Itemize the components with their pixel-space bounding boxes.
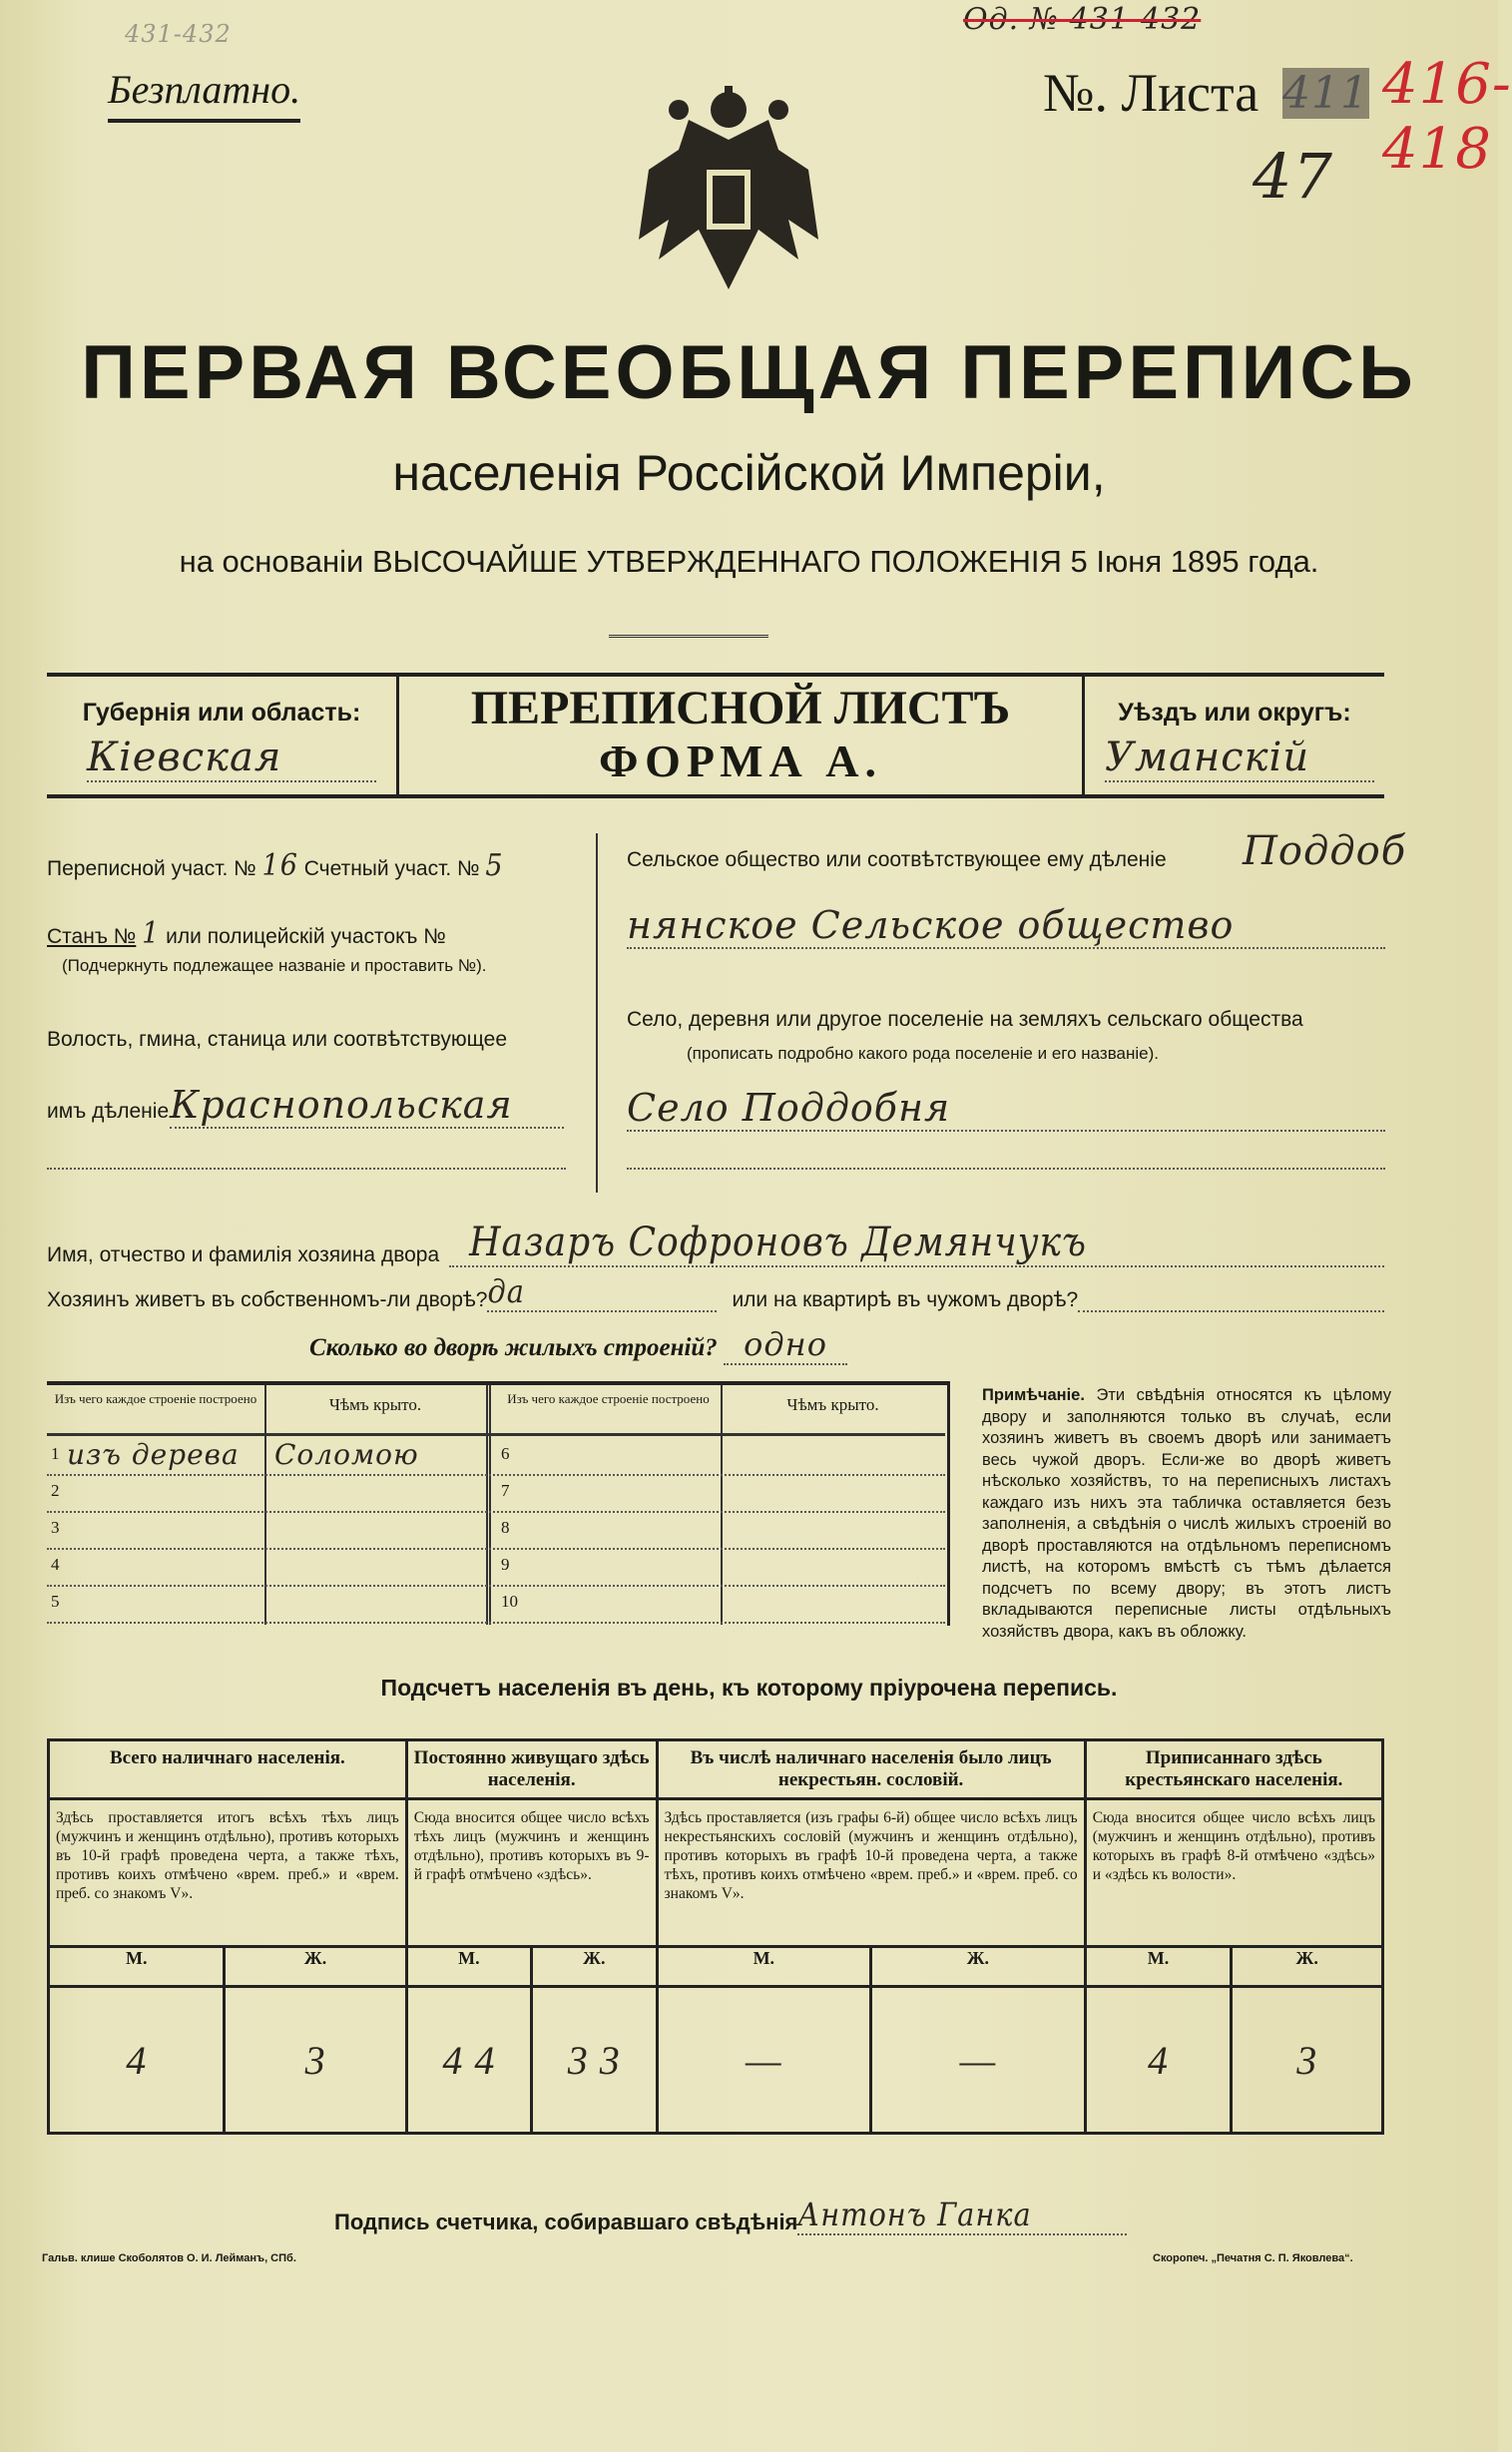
row-number: 5 bbox=[51, 1592, 60, 1611]
uchast-row: Переписной участ. № 16 Счетный участ. № 5 bbox=[47, 848, 504, 883]
count-col-title: Постоянно живущаго здѣсь населенія. bbox=[406, 1740, 657, 1799]
row-number: 6 bbox=[501, 1444, 510, 1463]
buildings-value: одно bbox=[724, 1325, 847, 1365]
row-number: 9 bbox=[501, 1555, 510, 1574]
society-value-1: Поддоб bbox=[1243, 828, 1407, 874]
village-label: Село, деревня или другое поселеніе на земляхъ сельскаго общества bbox=[627, 1008, 1303, 1031]
row-number: 1 bbox=[51, 1444, 60, 1463]
count-heading: Подсчетъ населенія въ день, къ которому пріурочена перепись. bbox=[380, 1675, 1118, 1701]
signature-row bbox=[334, 2196, 1127, 2235]
form-subtitle: ФОРМА А. bbox=[599, 736, 882, 786]
female-header: Ж. bbox=[1232, 1947, 1383, 1987]
old-reference: Од. № 431-432 bbox=[963, 2, 1202, 37]
blank-line bbox=[627, 1168, 1385, 1170]
field-divider bbox=[596, 833, 598, 1193]
female-header: Ж. bbox=[225, 1947, 406, 1987]
row-number: 10 bbox=[501, 1592, 518, 1611]
male-count: 4 bbox=[49, 1987, 225, 2134]
col-built-right: Изъ чего каждое строеніе построено bbox=[507, 1391, 710, 1406]
count-col-desc: Здѣсь проставляется итогъ всѣхъ тѣхъ лицъ (мужчинъ и женщинъ отдѣльно), противъ которыхъ въ 10-й графѣ проведена черта, а также тѣхъ, противъ коихъ отмѣчено «врем. преб.» и «врем. преб. со знакомъ V». bbox=[49, 1799, 407, 1947]
row-number: 8 bbox=[501, 1518, 510, 1537]
note-text: Эти свѣдѣнія относятся къ цѣлому двору и заполняются только въ случаѣ, если хозяинъ живетъ въ своемъ дворѣ или занимаетъ весь чужой дворъ. Если-же во дворѣ живетъ нѣсколько хозяйствъ, то на переписныхъ листахъ каждаго изъ нихъ эта табличка оставляется безъ заполненія, а свѣдѣнія о числѣ жилыхъ строеній во дворѣ проставляются на отдѣльномъ переписномъ листѣ, на которомъ вмѣстѣ съ тѣмъ дѣлается подсчетъ по всему двору; въ этотъ листъ вкладываются переписные листы отдѣльныхъ хозяйствъ двора, какъ въ обложку. bbox=[982, 1386, 1391, 1641]
uchast-value: 16 bbox=[261, 848, 298, 883]
male-header: М. bbox=[657, 1947, 871, 1987]
footer-right: Скоропеч. „Печатня С. П. Яковлева“. bbox=[1153, 2252, 1353, 2264]
sheet-number-red: 416-418 bbox=[1382, 52, 1512, 182]
female-header: Ж. bbox=[871, 1947, 1086, 1987]
female-count: 3 3 bbox=[532, 1987, 657, 2134]
society-value-2: нянское Сельское общество bbox=[627, 903, 1385, 949]
gubernia-label: Губернія или область: bbox=[82, 699, 361, 727]
signature-value: Антонъ Ганка bbox=[797, 2196, 1127, 2235]
blank-line bbox=[47, 1168, 566, 1170]
female-count: 3 bbox=[225, 1987, 406, 2134]
col-built-left: Изъ чего каждое строеніе построено bbox=[54, 1391, 257, 1406]
table-row-divider bbox=[47, 1548, 945, 1550]
table-row-divider bbox=[47, 1585, 945, 1587]
volost-label: Волость, гмина, станица или соотвѣтствующее bbox=[47, 1028, 507, 1051]
pencil-page-numbers: 431-432 bbox=[125, 20, 232, 48]
count-col-title: Приписаннаго здѣсь крестьянскаго населенія. bbox=[1085, 1740, 1382, 1799]
female-count: 3 bbox=[1232, 1987, 1383, 2134]
table-row-divider bbox=[47, 1622, 945, 1624]
form-header-box bbox=[47, 673, 1384, 798]
own-yard-value: да bbox=[487, 1272, 717, 1312]
residence-row: Хозяинъ живетъ въ собственномъ-ли дворѣ? да или на квартирѣ въ чужомъ дворѣ? bbox=[47, 1272, 1384, 1312]
legal-basis: на основаніи ВЫСОЧАЙШЕ УТВЕРЖДЕННАГО ПОЛОЖЕНІЯ 5 Іюня 1895 года. bbox=[179, 544, 1319, 579]
row-number: 2 bbox=[51, 1481, 60, 1500]
table-row-divider bbox=[47, 1474, 945, 1476]
schet-value: 5 bbox=[485, 848, 504, 883]
male-count: — bbox=[657, 1987, 871, 2134]
sheet-number-label: №. Листа bbox=[1043, 63, 1260, 123]
uezd-label: Уѣздъ или округъ: bbox=[1118, 699, 1351, 727]
male-header: М. bbox=[49, 1947, 225, 1987]
male-count: 4 4 bbox=[406, 1987, 531, 2134]
population-count-table bbox=[47, 1738, 1384, 2135]
row-number: 3 bbox=[51, 1518, 60, 1537]
ornament-divider bbox=[609, 635, 768, 638]
page-title: ПЕРВАЯ ВСЕОБЩАЯ ПЕРЕПИСЬ bbox=[81, 330, 1417, 415]
female-count: — bbox=[871, 1987, 1086, 2134]
col-roof-right: Чѣмъ крыто. bbox=[786, 1395, 879, 1414]
col-roof-left: Чѣмъ крыто. bbox=[328, 1395, 422, 1414]
row-number: 7 bbox=[501, 1481, 510, 1500]
sheet-number-struck: 411 bbox=[1282, 68, 1369, 119]
count-col-desc: Здѣсь проставляется (изъ графы 6-й) общее число всѣхъ лицъ некрестьянскихъ сословій (мужчинъ и женщинъ отдѣльно), противъ которыхъ въ графѣ 10-й проведена черта, а также тѣхъ, противъ коихъ отмѣчено «врем. преб.» и «врем. преб. со знакомъ V». bbox=[657, 1799, 1085, 1947]
owner-label: Имя, отчество и фамилія хозяина двора bbox=[47, 1243, 440, 1266]
rent-value bbox=[1078, 1310, 1384, 1312]
count-col-desc: Сюда вносится общее число всѣхъ тѣхъ лицъ (мужчинъ и женщинъ отдѣльно), противъ которыхъ въ 9-й графѣ отмѣчено «здѣсь». bbox=[406, 1799, 657, 1947]
note-head: Примѣчаніе. bbox=[982, 1386, 1085, 1404]
free-label: Безплатно. bbox=[108, 66, 300, 123]
buildings-table bbox=[47, 1381, 950, 1626]
owner-value: Назаръ Софроновъ Демянчукъ bbox=[449, 1220, 1384, 1267]
page-subtitle: населенія Россійской Имперіи, bbox=[392, 445, 1106, 501]
row-roof: Соломою bbox=[274, 1438, 419, 1471]
row-number: 4 bbox=[51, 1555, 60, 1574]
gubernia-value: Кіевская bbox=[87, 735, 376, 782]
volost-label-2: имъ дѣленіе bbox=[47, 1100, 170, 1123]
sheet-number-new: 47 bbox=[1253, 140, 1333, 213]
volost-value: Краснопольская bbox=[170, 1083, 564, 1129]
stan-row: Станъ № 1 или полицейскій участокъ № bbox=[47, 916, 446, 951]
stan-value: 1 bbox=[142, 916, 161, 951]
count-col-title: Въ числѣ наличнаго населенія было лицъ некрестьян. сословій. bbox=[657, 1740, 1085, 1799]
uezd-value: Уманскій bbox=[1105, 735, 1374, 782]
count-col-title: Всего наличнаго населенія. bbox=[49, 1740, 407, 1799]
male-header: М. bbox=[406, 1947, 531, 1987]
village-note: (прописать подробно какого рода поселеніе и его названіе). bbox=[687, 1044, 1160, 1063]
stan-note: (Подчеркнуть подлежащее названіе и проставить №). bbox=[62, 956, 487, 975]
signature-label: Подпись счетчика, собиравшаго свѣдѣнія bbox=[334, 2209, 798, 2234]
male-header: М. bbox=[1085, 1947, 1232, 1987]
form-title: ПЕРЕПИСНОЙ ЛИСТЪ bbox=[470, 682, 1011, 735]
owner-row bbox=[47, 1220, 1384, 1267]
note bbox=[982, 1385, 1391, 1643]
male-count: 4 bbox=[1085, 1987, 1232, 2134]
count-col-desc: Сюда вносится общее число всѣхъ лицъ (мужчинъ и женщинъ отдѣльно), противъ которыхъ въ графѣ 8-й отмѣчено «здѣсь» и «здѣсь къ волости». bbox=[1085, 1799, 1382, 1947]
row-built: изъ дерева bbox=[67, 1438, 240, 1471]
footer-left: Гальв. клише Скоболятов О. И. Лейманъ, СПб. bbox=[42, 2252, 296, 2264]
society-label: Сельское общество или соотвѣтствующее ему дѣленіе bbox=[627, 848, 1167, 871]
female-header: Ж. bbox=[532, 1947, 657, 1987]
village-value: Село Поддобня bbox=[627, 1086, 1385, 1132]
double-headed-eagle-icon bbox=[619, 80, 838, 294]
buildings-row: Сколько во дворѣ жилыхъ строеній? одно bbox=[309, 1325, 847, 1363]
table-row-divider bbox=[47, 1511, 945, 1513]
